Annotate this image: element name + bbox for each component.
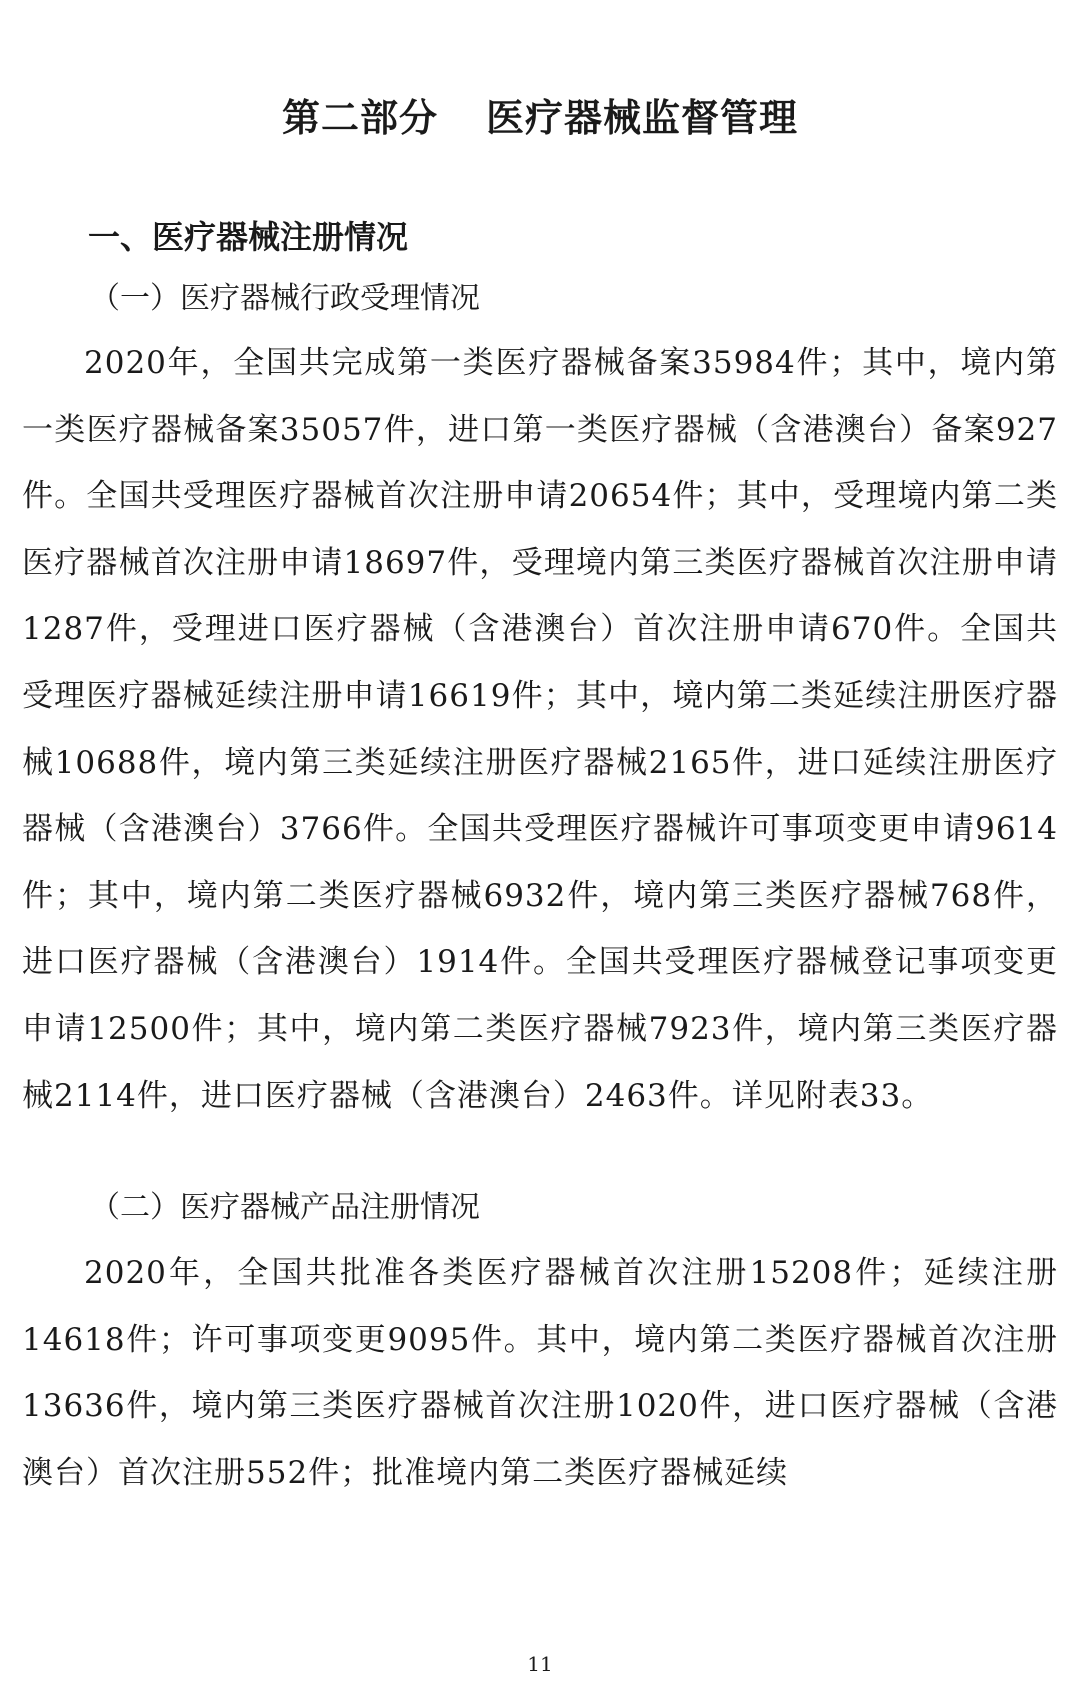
page-title (0, 88, 1080, 148)
page-number: 11 (527, 1652, 553, 1676)
subsection-heading-1: （一）医疗器械行政受理情况 (90, 281, 480, 316)
subsection-heading-2: （二）医疗器械产品注册情况 (90, 1190, 480, 1225)
paragraph-administrative-acceptance: 2020年，全国共完成第一类医疗器械备案35984件；其中，境内第一类医疗器械备案35057件，进口第一类医疗器械（含港澳台）备案927件。全国共受理医疗器械首次注册申请20654件；其中，受理境内第二类医疗器械首次注册申请18697件，受理境内第三类医疗器械首次注册申请1287件，受理进口医疗器械（含港澳台）首次注册申请670件。全国共受理医疗器械延续注册申请16619件；其中，境内第二类延续注册医疗器械10688件，境内第三类延续注册医疗器械2165件，进口延续注册医疗器械（含港澳台）3766件。全国共受理医疗器械许可事项变更申请9614件；其中，境内第二类医疗器械6932件，境内第三类医疗器械768件，进口医疗器械（含港澳台）1914件。全国共受理医疗器械登记事项变更申请12500件；其中，境内第二类医疗器械7923件，境内第三类医疗器械2114件，进口医疗器械（含港澳台）2463件。详见附表33。 (22, 345, 1058, 1114)
title-name: 医疗器械监督管理 (486, 96, 799, 140)
title-part: 第二部分 (281, 96, 438, 140)
section-heading-1: 一、医疗器械注册情况 (88, 218, 409, 256)
paragraph-product-registration: 2020年，全国共批准各类医疗器械首次注册15208件；延续注册14618件；许可事项变更9095件。其中，境内第二类医疗器械首次注册13636件，境内第三类医疗器械首次注册1020件，进口医疗器械（含港澳台）首次注册552件；批准境内第二类医疗器械延续 (22, 1255, 1058, 1491)
